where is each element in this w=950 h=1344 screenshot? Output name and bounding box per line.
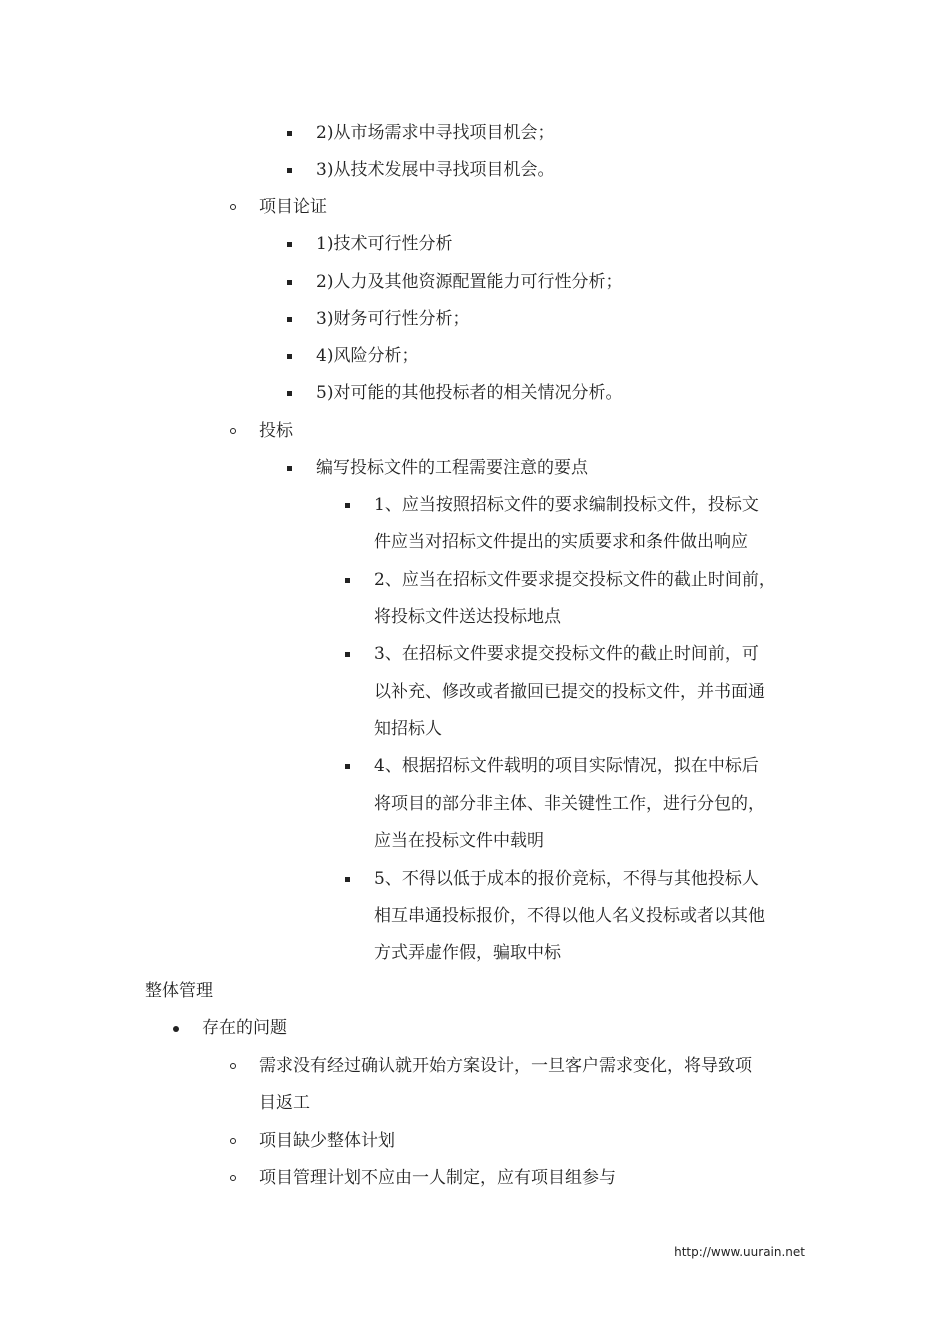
square-bullet-icon [287, 317, 292, 322]
section-heading-text: 整体管理 [145, 981, 213, 1001]
list-item-text: 3)财务可行性分析； [316, 309, 470, 329]
list-item [259, 413, 293, 450]
list-item [374, 861, 759, 898]
list-item-text: 应当在投标文件中载明 [374, 831, 544, 851]
list-item [316, 338, 418, 375]
list-item-text: 相互串通投标报价，不得以他人名义投标或者以其他 [374, 906, 765, 926]
list-item-text: 3、在招标文件要求提交投标文件的截止时间前，可 [374, 644, 759, 664]
list-item-text: 1)技术可行性分析 [316, 234, 453, 254]
square-bullet-icon [287, 466, 292, 471]
list-item-text: 件应当对招标文件提出的实质要求和条件做出响应 [374, 532, 748, 552]
list-item-text: 编写投标文件的工程需要注意的要点 [316, 458, 588, 478]
list-item-text: 目返工 [259, 1093, 310, 1113]
square-bullet-icon [345, 652, 350, 657]
list-item-text: 5、不得以低于成本的报价竞标，不得与其他投标人 [374, 869, 759, 889]
list-item-text: 需求没有经过确认就开始方案设计，一旦客户需求变化，将导致项 [259, 1056, 752, 1076]
circle-bullet-icon [230, 428, 236, 434]
list-item [316, 152, 554, 189]
list-item-continuation [374, 898, 765, 935]
square-bullet-icon [287, 280, 292, 285]
list-item-text: 3)从技术发展中寻找项目机会。 [316, 160, 555, 180]
list-item [374, 636, 759, 673]
square-bullet-icon [287, 131, 292, 136]
list-item-text: 4)风险分析； [316, 346, 419, 366]
list-item-continuation [374, 674, 765, 711]
list-item [316, 375, 622, 412]
list-item-text: 项目缺少整体计划 [259, 1131, 395, 1151]
list-item [374, 487, 759, 524]
list-item-text: 项目管理计划不应由一人制定，应有项目组参与 [259, 1168, 616, 1188]
list-item-text: 2、应当在招标文件要求提交投标文件的截止时间前， [374, 570, 776, 590]
list-item-text: 2)从市场需求中寻找项目机会； [316, 123, 555, 143]
list-item [316, 264, 622, 301]
disc-bullet-icon [173, 1026, 179, 1032]
circle-bullet-icon [230, 1063, 236, 1069]
square-bullet-icon [287, 354, 292, 359]
list-item-continuation [374, 935, 561, 972]
list-item-text: 4、根据招标文件载明的项目实际情况，拟在中标后 [374, 756, 759, 776]
section-heading [145, 973, 213, 1010]
square-bullet-icon [345, 578, 350, 583]
list-item [259, 1048, 752, 1085]
list-item [316, 450, 588, 487]
list-item-continuation [374, 786, 765, 823]
list-item-continuation [259, 1085, 310, 1122]
list-item-text: 将项目的部分非主体、非关键性工作，进行分包的， [374, 794, 765, 814]
list-item [316, 226, 452, 263]
square-bullet-icon [345, 877, 350, 882]
list-item [374, 748, 759, 785]
list-item-continuation [374, 711, 442, 748]
list-item-continuation [374, 599, 561, 636]
list-item-text: 投标 [259, 421, 293, 441]
circle-bullet-icon [230, 1175, 236, 1181]
list-item-text: 5)对可能的其他投标者的相关情况分析。 [316, 383, 623, 403]
circle-bullet-icon [230, 1138, 236, 1144]
list-item-text: 以补充、修改或者撤回已提交的投标文件，并书面通 [374, 682, 765, 702]
list-item-text: 项目论证 [259, 197, 327, 217]
list-item-text: 存在的问题 [202, 1018, 287, 1038]
square-bullet-icon [345, 503, 350, 508]
list-item [259, 189, 327, 226]
list-item [374, 562, 776, 599]
square-bullet-icon [287, 242, 292, 247]
list-item-text: 2)人力及其他资源配置能力可行性分析； [316, 272, 623, 292]
list-item-text: 知招标人 [374, 719, 442, 739]
square-bullet-icon [287, 391, 292, 396]
circle-bullet-icon [230, 204, 236, 210]
list-item-text: 1、应当按照招标文件的要求编制投标文件，投标文 [374, 495, 759, 515]
list-item-text: 将投标文件送达投标地点 [374, 607, 561, 627]
list-item-continuation [374, 524, 748, 561]
list-item-continuation [374, 823, 544, 860]
square-bullet-icon [287, 168, 292, 173]
list-item [259, 1160, 616, 1197]
list-item [316, 301, 469, 338]
list-item [259, 1123, 395, 1160]
list-item [316, 115, 554, 152]
square-bullet-icon [345, 764, 350, 769]
list-item-text: 方式弄虚作假，骗取中标 [374, 943, 561, 963]
footer-url: http://www.uurain.net [674, 1245, 805, 1259]
list-item [202, 1010, 287, 1047]
